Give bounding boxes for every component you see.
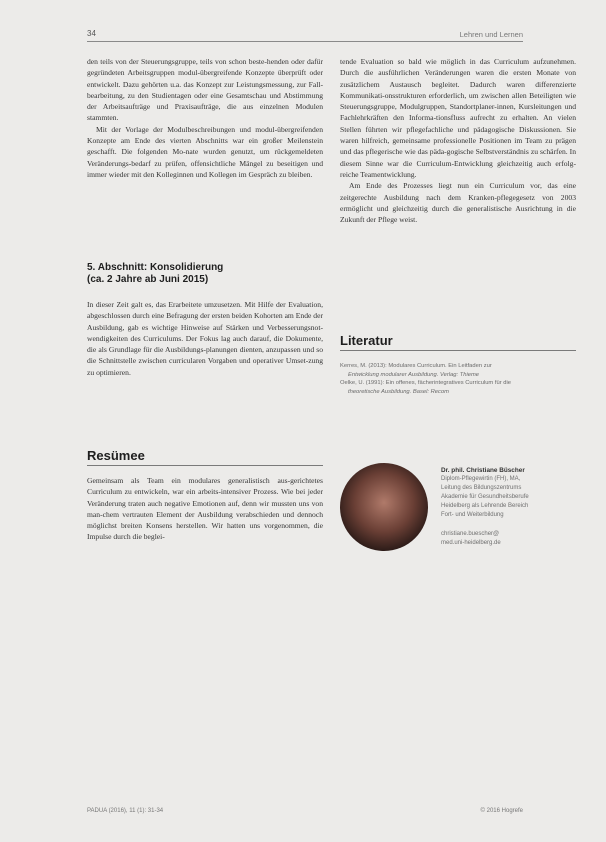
resumee-rule [87, 465, 323, 466]
literatur-heading: Literatur [340, 333, 393, 348]
section-subtitle-line: (ca. 2 Jahre ab Juni 2015) [87, 274, 209, 285]
right-column [340, 56, 576, 225]
paragraph: den teils von der Steuerungsgruppe, teils von schon beste-henden oder dafür gegründeten Arbeitsgruppen modul-übergreifende Konzepte überprüft oder entwickelt. Dazu gehörten u.a. das Konzept zur Leistungsmessung, zur Fall-bearbeitung, zu den Studientagen oder eine Gesamtschau und Abstimmung der Arbeitsaufträge und Praxisaufträge, die aus einzelnen Modulen stammten. [87, 57, 323, 123]
literatur-rule [340, 350, 576, 351]
reference-entry [340, 362, 576, 379]
paragraph: tende Evaluation so bald wie möglich in das Curriculum aufzunehmen. Durch die ausführlichen Veränderungen waren die ersten Monate von zusätzlichem Austausch begleitet. Dadurch waren differenzierte Kommunikati-onsstrukturen erforderlich, um zwischen allen Beteiligten wie Steuerungsgruppe, Modulgruppen, Standortplaner-innen, Kursleitungen und Fachlehrkräften den Informa-tionsfluss aufrecht zu erhalten. An vielen Stellen führten wir pflegefachliche und pädagogische Diskussionen. Sie waren hilfreich, gemeinsame professionelle Positionen im Team zu prägen und das pflegerische wie das päda-gogische Selbstverständnis zu schärfen. In diesem Sinne war die Curriculum-Entwicklung gleichzeitig auch erfolg-reiche Teamentwicklung. [340, 57, 576, 179]
paragraph: In dieser Zeit galt es, das Erarbeitete umzusetzen. Mit Hilfe der Evaluation, abgeschlossen durch eine Befragung der ersten beiden Kohorten am Ende der Ausbildung, gab es wichtige Hinweise auf Stärken und Verbesserungsnot-wendigkeiten des Curriculums. Der Fokus lag auch darauf, die Dokumente, die als Grundlage für die Ausbildungs-planungen dienten, anzupassen und so die Schnittstelle zwischen curricularen Vorgaben und operativer Umset-zung zu optimieren. [87, 300, 323, 377]
author-line: Diplom-Pflegewirtin (FH), MA, [441, 476, 521, 482]
section-heading [87, 262, 323, 286]
paragraph: Gemeinsam als Team ein modulares generalistisch aus-gerichtetes Curriculum zu entwickeln, war ein arbeits-intensiver Prozess. Wie bei jeder Veränderung traten auch negative Emotionen auf, denn wir mussten uns von man-chem vertrauten Element der Ausbildung verabschieden und dennoch möglichst breiten Konsens herstellen. Wir hatten uns vorgenommen, die Impulse durch die beglei- [87, 476, 323, 542]
section-body [87, 299, 323, 378]
reference-line: Oelke, U. (1991): Ein offenes, fächerintegratives Curriculum für die [340, 380, 511, 386]
footer-citation: PADUA (2016), 11 (1): 31-34 [87, 808, 164, 814]
paragraph: Am Ende des Prozesses liegt nun ein Curriculum vor, das eine zeitgerechte Ausbildung nach dem Kranken-pflegegesetz von 2003 ermöglicht und gleichzeitig durch die generalistische Ausrichtung in die Zukunft der Pflege weist. [340, 181, 576, 225]
author-line: Leitung des Bildungszentrums [441, 485, 522, 491]
paragraph: Mit der Vorlage der Modulbeschreibungen und modul-übergreifenden Konzepte am Ende des vierten Abschnitts war ein großer Meilenstein geschafft. Die folgenden Mo-nate wurden genutzt, um rückgemeldeten Veränderungs-bedarf zu prüfen, offensichtliche Mängel zu beseitigen und immer wieder mit den Kolleginnen und Kollegen im Gespräch zu bleiben. [87, 124, 323, 179]
resumee-heading: Resümee [87, 448, 145, 463]
author-name: Dr. phil. Christiane Büscher [441, 467, 525, 474]
author-info [441, 466, 576, 548]
author-line: Fort- und Weiterbildung [441, 512, 504, 518]
author-line: Akademie für Gesundheitsberufe [441, 494, 529, 500]
page-number: 34 [87, 29, 96, 38]
running-header: Lehren und Lernen [459, 30, 523, 39]
email-line: med.uni-heidelberg.de [441, 540, 501, 546]
resumee-body [87, 475, 323, 543]
reference-line: theoretische Ausbildung. Basel: Recom [348, 388, 449, 395]
reference-list [340, 362, 576, 396]
footer-copyright: © 2016 Hogrefe [480, 808, 523, 814]
section-title-line: 5. Abschnitt: Konsolidierung [87, 262, 224, 273]
email-line: christiane.buescher@ [441, 531, 500, 537]
author-email [441, 530, 576, 548]
header-rule [87, 41, 523, 42]
author-line: Heidelberg als Lehrende Bereich [441, 503, 529, 509]
left-column-intro [87, 56, 323, 180]
reference-line: Kerres, M. (2013): Modulares Curriculum. Ein Leitfaden zur [340, 363, 492, 369]
author-photo [340, 463, 428, 551]
reference-entry [340, 379, 576, 396]
reference-line: Entwicklung modularer Ausbildung. Verlag: Thieme [348, 371, 480, 378]
